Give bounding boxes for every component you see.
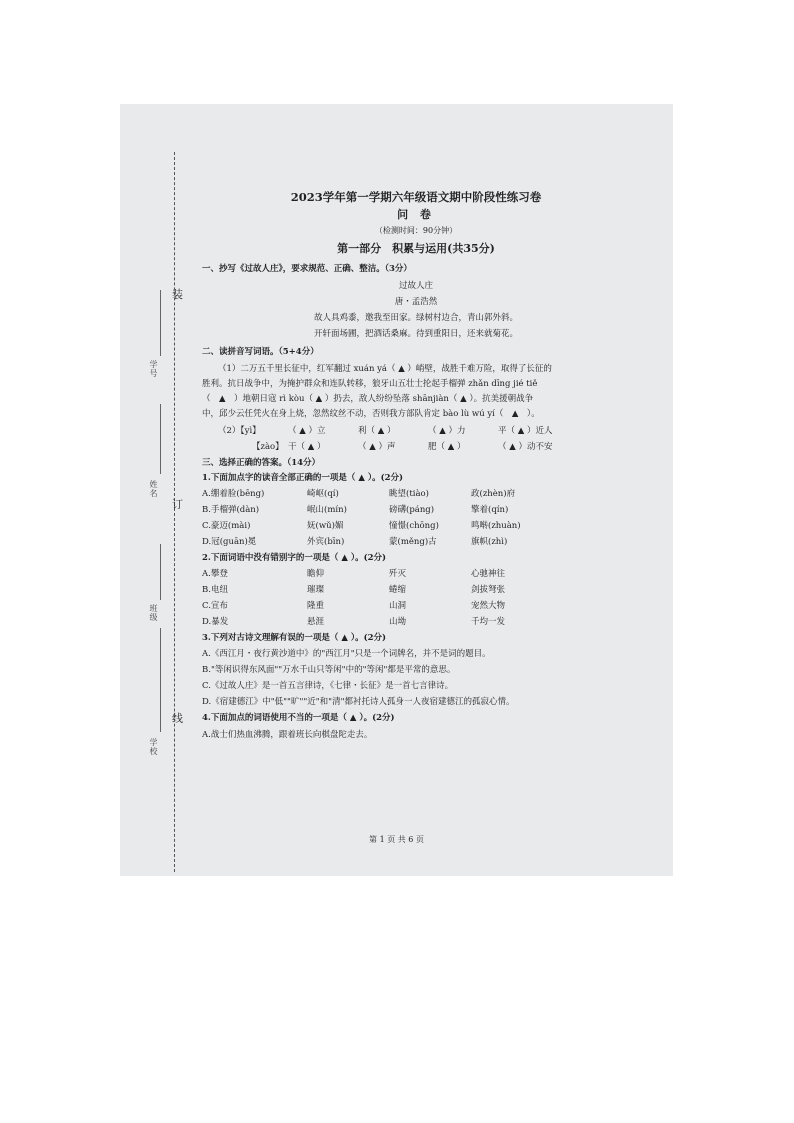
- exam-time: （检测时间：90分钟）: [374, 226, 458, 235]
- field-xuexiao-line[interactable]: [160, 628, 161, 732]
- q1-option-cell: 岷山(mín): [307, 505, 347, 515]
- q2-option-cell: A.攀登: [202, 569, 228, 579]
- q2-option-cell: 山洞: [389, 601, 407, 611]
- pinyin-row-yi: [202, 424, 630, 438]
- field-xuehao-label: 学号: [149, 360, 158, 378]
- q1-option-cell: 妩(wǔ)媚: [307, 521, 344, 531]
- q3-stem: 3.下列对古诗文理解有误的一项是（ ▲ ）。(2分): [202, 633, 387, 643]
- row-zao-d[interactable]: （ ▲ ）动不安: [498, 442, 553, 452]
- q2-option-row[interactable]: [202, 567, 630, 581]
- field-banji-line[interactable]: [160, 544, 161, 600]
- section2-para-4: 中，邱少云任凭火在身上烧，忽然纹丝不动，否则我方部队肯定 bào lù wú yí（ ▲ ）。: [202, 409, 540, 419]
- q2-option-row[interactable]: [202, 583, 630, 597]
- exam-content: [202, 188, 630, 742]
- q2-option-cell: 蜷缩: [389, 585, 407, 595]
- q2-option-cell: 悬涯: [307, 617, 325, 627]
- q2-option-cell: 千均一发: [471, 617, 506, 627]
- row-yi-b[interactable]: 利（ ▲ ）: [358, 426, 396, 436]
- q3-option-d[interactable]: D.《宿建德江》中"低""旷""近"和"清"都衬托诗人孤身一人夜宿建德江的孤寂心情。: [202, 697, 515, 707]
- q3-option-c[interactable]: C.《过故人庄》是一首五言律诗，《七律・长征》是一首七言律诗。: [202, 681, 454, 691]
- row-zao-c[interactable]: 肥（ ▲ ）: [428, 442, 466, 452]
- q2-options: [202, 567, 630, 629]
- poem-title: 过故人庄: [398, 281, 433, 291]
- part-heading: 第一部分 积累与运用(共35分): [337, 242, 495, 255]
- q1-option-cell: 擎着(qín): [471, 505, 509, 515]
- q2-option-row[interactable]: [202, 615, 630, 629]
- q3-option-a[interactable]: A.《西江月・夜行黄沙道中》的"西江月"只是一个词牌名，并不是词的题目。: [202, 649, 491, 659]
- margin-zhuang: 装: [172, 288, 183, 301]
- q1-option-row[interactable]: [202, 487, 630, 501]
- exam-paper: [120, 104, 673, 876]
- q1-option-cell: C.豪迈(mài): [202, 521, 251, 531]
- row-yi-c[interactable]: （ ▲ ）力: [428, 426, 466, 436]
- page-footer: 第 1 页 共 6 页: [369, 835, 424, 844]
- q1-option-cell: A.绷着脸(bēng): [202, 489, 265, 499]
- field-xingming-line[interactable]: [160, 404, 161, 474]
- field-xuehao-line[interactable]: [160, 290, 161, 356]
- q2-option-cell: 璀璨: [307, 585, 325, 595]
- q2-option-cell: 剑拔弩张: [471, 585, 506, 595]
- field-banji-label: 班级: [149, 604, 158, 622]
- q3-option-b[interactable]: B."等闲识得东风面""万水千山只等闲"中的"等闲"都是平常的意思。: [202, 665, 456, 675]
- q4-stem: 4.下面加点的词语使用不当的一项是（ ▲ ）。(2分): [202, 713, 395, 723]
- poem-author: 唐・孟浩然: [394, 297, 438, 307]
- binding-dashed-line: [174, 152, 175, 872]
- q1-option-cell: 旗帜(zhì): [471, 537, 508, 547]
- row-yi-a[interactable]: （ ▲ ）立: [288, 426, 326, 436]
- section2-para-3: （ ▲ ）地朝日寇 rì kòu（ ▲ ）扔去，敌人纷纷坠落 shānjiàn（ ▲ ）。抗美援朝战争: [202, 394, 534, 404]
- q2-option-cell: 歼灭: [389, 569, 407, 579]
- poem-line-1: 故人具鸡黍，邀我至田家。绿树村边合，青山郭外斜。: [313, 313, 518, 323]
- q2-option-cell: B.电纽: [202, 585, 228, 595]
- q1-option-cell: 政(zhèn)府: [471, 489, 516, 499]
- q2-option-cell: D.暴发: [202, 617, 229, 627]
- q1-option-cell: B.手榴弹(dàn): [202, 505, 260, 515]
- q1-option-row[interactable]: [202, 503, 630, 517]
- row-yi-label: （2）【yì】: [218, 426, 261, 436]
- q2-option-cell: 隆重: [307, 601, 325, 611]
- q1-option-cell: 磅礴(páng): [389, 505, 435, 515]
- q1-stem: 1.下面加点字的读音全部正确的一项是（ ▲ ）。(2分): [202, 473, 404, 483]
- q2-option-cell: 心驰神往: [471, 569, 506, 579]
- q2-option-cell: C.宣布: [202, 601, 228, 611]
- q1-option-cell: D.冠(guān)冕: [202, 537, 257, 547]
- section2-heading: 二、读拼音写词语。（5+4分）: [202, 347, 319, 357]
- margin-xian: 线: [172, 712, 183, 725]
- q4-option-a[interactable]: A.战士们热血沸腾，跟着班长向棋盘陀走去。: [202, 730, 373, 740]
- q1-options: [202, 487, 630, 549]
- q1-option-cell: 蒙(měng)古: [389, 537, 437, 547]
- q1-option-cell: 憧憬(chōng): [389, 521, 439, 531]
- q1-option-cell: 鸣啭(zhuàn): [471, 521, 521, 531]
- poem-line-2: 开轩面场圃，把酒话桑麻。待到重阳日，还来就菊花。: [313, 329, 518, 339]
- section1-heading: 一、抄写《过故人庄》，要求规范、正确、整洁。（3分）: [202, 264, 412, 274]
- pinyin-row-zao: [202, 440, 630, 454]
- q2-option-cell: 宠然大物: [471, 601, 506, 611]
- section3-heading: 三、选择正确的答案。（14分）: [202, 458, 321, 468]
- q1-option-cell: 外宾(bīn): [307, 537, 345, 547]
- exam-subtitle: 问 卷: [397, 208, 435, 221]
- q1-option-cell: 眺望(tiào): [389, 489, 429, 499]
- row-yi-d[interactable]: 平（ ▲ ）近人: [498, 426, 553, 436]
- q2-option-cell: 瞻仰: [307, 569, 325, 579]
- field-xuexiao-label: 学校: [149, 738, 158, 756]
- field-xingming-label: 姓名: [149, 480, 158, 498]
- q1-option-row[interactable]: [202, 535, 630, 549]
- section2-para-1: （1）二万五千里长征中，红军翻过 xuán yá（ ▲ ）峭壁，战胜千难万险，取得了长征的: [218, 364, 552, 374]
- q2-option-cell: 山坳: [389, 617, 407, 627]
- exam-title: 2023学年第一学期六年级语文期中阶段性练习卷: [290, 190, 542, 204]
- q1-option-cell: 崎岖(qí): [307, 489, 339, 499]
- margin-ding: 订: [172, 498, 183, 511]
- row-zao-b[interactable]: （ ▲ ）声: [358, 442, 396, 452]
- section2-para-2: 胜利。抗日战争中，为掩护群众和连队转移，狼牙山五壮士抡起手榴弹 zhǎn dīng jié tiě: [202, 379, 538, 389]
- row-zao-label: 【zào】: [252, 442, 284, 452]
- row-zao-a[interactable]: 干（ ▲ ）: [288, 442, 326, 452]
- q2-stem: 2.下面词语中没有错别字的一项是（ ▲ ）。(2分): [202, 553, 387, 563]
- q2-option-row[interactable]: [202, 599, 630, 613]
- q1-option-row[interactable]: [202, 519, 630, 533]
